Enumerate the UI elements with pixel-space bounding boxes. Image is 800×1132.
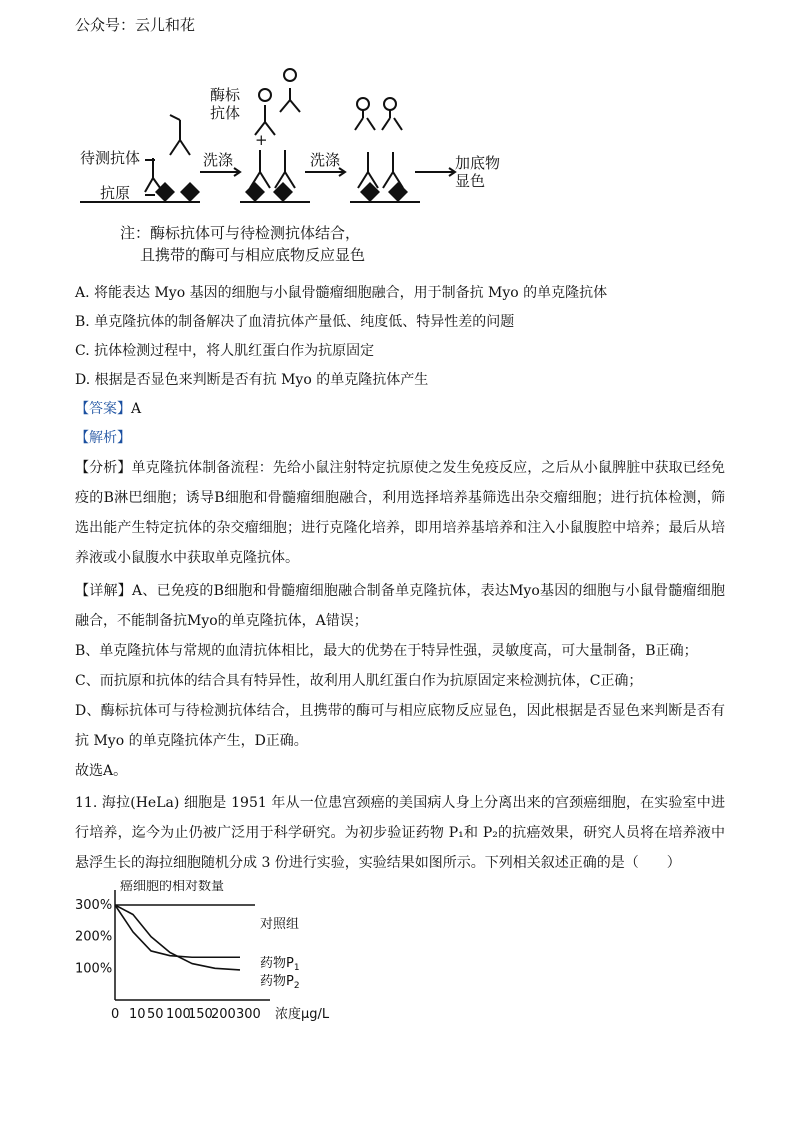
x-tick-label: 50 xyxy=(147,1007,164,1022)
detail-a-paragraph xyxy=(75,576,725,636)
x-tick-label: 150 xyxy=(188,1007,213,1022)
antigen-label: 抗原 xyxy=(100,184,131,202)
plus-sign: + xyxy=(255,131,268,149)
option-d xyxy=(75,370,428,390)
detail-c-text: C、而抗原和抗体的结合具有特异性，故利用人肌红蛋白作为抗原固定来检测抗体，C正确； xyxy=(75,673,643,689)
question-11-text: 11. 海拉(HeLa) 细胞是 1951 年从一位患宫颈癌的美国病人身上分离出来的宫颈癌细胞，在实验室中进行培养，迄今为止仍被广泛用于科学研究。为初步验证药物 P₁和 P₂的抗癌效果，研究人员将在培养液中悬浮生长的海拉细胞随机分成 3 份进行实验，实验结果如图所示。下列相关叙述正确的是（ ） xyxy=(75,795,725,871)
y-tick-label: 300% xyxy=(75,898,113,913)
x-tick-label: 300 xyxy=(236,1007,261,1022)
detail-label: 【详解】 xyxy=(75,583,132,599)
legend-p2: 药物$P_2$ xyxy=(260,974,300,991)
option-letter: C. xyxy=(75,343,90,359)
x-tick-label: 10 xyxy=(129,1007,146,1022)
cancer-cell-chart xyxy=(70,880,370,1040)
option-a xyxy=(75,283,607,303)
test-antibody-label: 待测抗体 xyxy=(80,149,141,167)
answer-value: A xyxy=(131,401,142,417)
detail-a-text: A、已免疫的B细胞和骨髓瘤细胞融合制备单克隆抗体，表达Myo基因的细胞与小鼠骨髓瘤细胞融合，不能制备抗Myo的单克隆抗体，A错误； xyxy=(75,583,725,629)
y-tick-label: 200% xyxy=(75,929,113,945)
substrate-label: 加底物显色 xyxy=(455,154,501,190)
legend-control: 对照组 xyxy=(260,917,300,932)
note-line-2: 且携带的酶可与相应底物反应显色 xyxy=(140,246,366,264)
option-c xyxy=(75,341,374,361)
x-tick-label: 100 xyxy=(166,1007,191,1022)
x-axis-label: 浓度μg/L xyxy=(275,1007,330,1022)
x-tick-label: 0 xyxy=(111,1007,120,1022)
answer-line xyxy=(75,399,141,419)
option-text: 抗体检测过程中，将人肌红蛋白作为抗原固定 xyxy=(94,343,375,359)
option-b xyxy=(75,312,514,332)
option-letter: D. xyxy=(75,372,91,388)
analysis-paragraph xyxy=(75,453,725,573)
enzyme-antibody-label-1: 酶标抗体 xyxy=(210,86,241,122)
header-text: 公众号：云儿和花 xyxy=(75,16,196,34)
wash-label-2: 洗涤 xyxy=(310,151,341,169)
x-tick-label: 200 xyxy=(211,1007,236,1022)
series-line-1 xyxy=(115,905,240,957)
option-letter: B. xyxy=(75,314,90,330)
analysis-text: 单克隆抗体制备流程：先给小鼠注射特定抗原使之发生免疫反应，之后从小鼠脾脏中获取已经免疫的B淋巴细胞；诱导B细胞和骨髓瘤细胞融合，利用选择培养基筛选出杂交瘤细胞；进行抗体检测，筛选出能产生特定抗体的杂交瘤细胞；进行克隆化培养，即用培养基培养和注入小鼠腹腔中培养；最后从培养液或小鼠腹水中获取单克隆抗体。 xyxy=(75,460,726,566)
option-text: 将能表达 Myo 基因的细胞与小鼠骨髓瘤细胞融合，用于制备抗 Myo 的单克隆抗体 xyxy=(94,285,608,301)
note-line-1: 注：酶标抗体可与待检测抗体结合， xyxy=(120,224,361,242)
wash-label-1: 洗涤 xyxy=(203,151,234,169)
antibody-detection-diagram xyxy=(70,60,510,270)
series-line-2 xyxy=(115,905,240,970)
detail-b-text: B、单克隆抗体与常规的血清抗体相比，最大的优势在于特异性强，灵敏度高，可大量制备，B正确； xyxy=(75,643,698,659)
detail-d-text: D、酶标抗体可与待检测抗体结合，且携带的酶可与相应底物反应显色，因此根据是否显色来判断是否有抗 Myo 的单克隆抗体产生，D正确。 xyxy=(75,703,725,749)
option-text: 根据是否显色来判断是否有抗 Myo 的单克隆抗体产生 xyxy=(94,372,429,388)
answer-label: 【答案】 xyxy=(75,401,131,417)
option-letter: A. xyxy=(75,285,90,301)
conclusion-text: 故选A。 xyxy=(75,763,128,779)
legend-p1: 药物$P_1$ xyxy=(260,956,300,973)
y-tick-label: 100% xyxy=(75,961,113,977)
analysis-heading: 【解析】 xyxy=(75,430,131,446)
option-text: 单克隆抗体的制备解决了血清抗体产量低、纯度低、特异性差的问题 xyxy=(94,314,515,330)
analysis-label: 【分析】 xyxy=(75,460,132,476)
y-axis-label: 癌细胞的相对数量 xyxy=(120,880,225,894)
